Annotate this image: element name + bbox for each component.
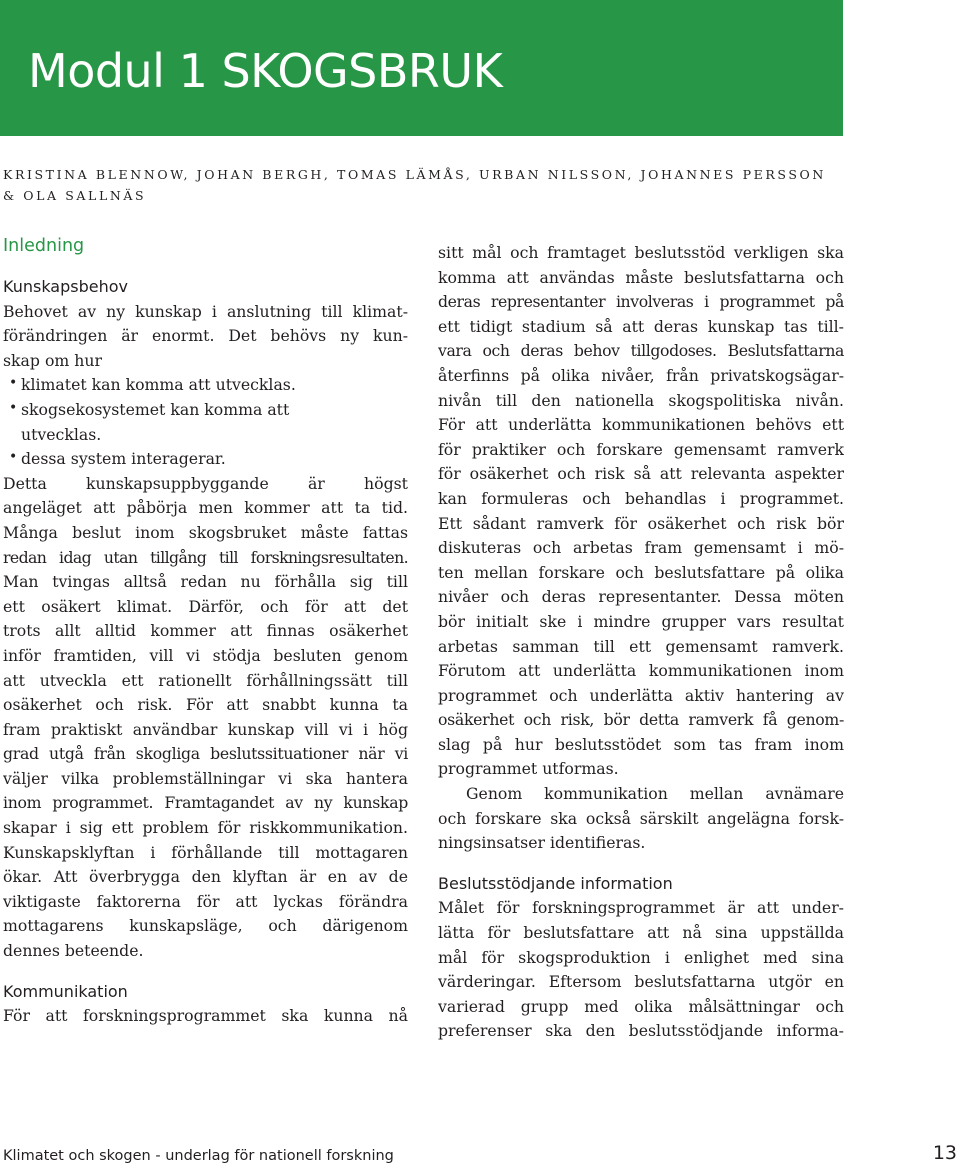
text-line: Kunskapsklyftan i förhållande till mottagaren [3,842,408,862]
paragraph-gap [438,856,844,872]
bullet-item: • skogsekosystemet kan komma att [3,398,408,423]
text-line: redan idag utan tillgång till forskningsresultaten. [3,547,408,567]
authors-line-1: KRISTINA BLENNOW, JOHAN BERGH, TOMAS LÄMÅS, URBAN NILSSON, JOHANNES PERSSON [3,167,826,182]
text-line: slag på hur beslutsstödet som tas fram inom [438,734,844,754]
text-line: förändringen är enormt. Det behövs ny kun- [3,326,408,346]
text-line: vara och deras behov tillgodoses. Beslutsfattarna [438,341,844,361]
text-line: diskuteras och arbetas fram gemensamt i mö- [438,538,844,558]
text-line: Behovet av ny kunskap i anslutning till klimat- [3,301,408,321]
text-line: dennes beteende. [3,941,144,961]
text-line: värderingar. Eftersom beslutsfattarna utgör en [438,972,844,992]
text-line: Förutom att underlätta kommunikationen inom [438,661,844,681]
text-line: programmet utformas. [438,759,619,779]
text-line: ett osäkert klimat. Därför, och för att det [3,596,408,616]
title-banner [0,0,843,136]
text-line: Genom kommunikation mellan avnämare [466,784,844,804]
text-line: ett tidigt stadium så att deras kunskap tas till- [438,316,844,336]
text-line: bör initialt ske i mindre grupper vars resultat [438,611,844,631]
text-line: angeläget att påbörja men kommer att ta tid. [3,498,408,518]
text-line: mottagarens kunskapsläge, och därigenom [3,916,408,936]
bullet-continuation: utvecklas. [21,424,102,444]
text-line: och forskare ska också särskilt angelägna forsk- [438,808,844,828]
bullet-item: • dessa system interagerar. [3,447,408,472]
subheading-kunskapsbehov: Kunskapsbehov [3,277,128,296]
footer-title: Klimatet och skogen - underlag för nationell forskning [3,1148,394,1164]
text-line: Många beslut inom skogsbruket måste fattas [3,522,408,542]
text-line: fram praktiskt användbar kunskap vill vi i hög [3,719,408,739]
text-line: osäkerhet och risk, bör detta ramverk få genom- [438,710,844,730]
text-line: att utveckla ett rationellt förhållningssätt till [3,670,408,690]
text-line: varierad grupp med olika målsättningar och [438,996,844,1016]
text-line: ningsinsatser identifieras. [438,833,646,853]
text-line: kan formuleras och behandlas i programmet. [438,488,844,508]
bullet-icon: • [9,375,18,392]
page-number: 13 [932,1142,957,1164]
text-line: Man tvingas alltså redan nu förhålla sig till [3,572,408,592]
subheading-beslutsstodjande: Beslutsstödjande information [438,873,673,893]
text-line: skap om hur [3,350,102,370]
text-line: lätta för beslutsfattare att nå sina uppställda [438,923,844,943]
text-line: nivån till den nationella skogspolitiska nivån. [438,390,844,410]
text-line: viktigaste faktorerna för att lyckas förändra [3,891,408,911]
text-line: mål för skogsproduktion i enlighet med sina [438,947,844,967]
text-line: återfinns på olika nivåer, från privatskogsägar- [438,365,844,385]
left-column [3,233,408,1029]
text-line: För att forskningsprogrammet ska kunna nå [3,1006,408,1026]
text-line: komma att användas måste beslutsfattarna och [438,267,844,287]
text-line: för praktiker och forskare gemensamt ramverk [438,439,844,459]
text-line: nivåer och deras representanter. Dessa möten [438,587,844,607]
text-line: preferenser ska den beslutsstödjande informa- [438,1021,844,1041]
text-line: deras representanter involveras i programmet på [438,292,844,312]
bullet-icon: • [9,399,18,416]
text-line: Ett sådant ramverk för osäkerhet och risk bör [438,513,844,533]
text-line: arbetas samman till ett gemensamt ramverk. [438,636,844,656]
text-line: trots allt alltid kommer att finnas osäkerhet [3,621,408,641]
text-line: sitt mål och framtaget beslutsstöd verkligen ska [438,243,844,262]
text-line: för osäkerhet och risk så att relevanta aspekter [438,464,844,484]
right-column [438,241,844,1044]
subheading-kommunikation: Kommunikation [3,981,128,1001]
text-line: inför framtiden, vill vi stödja besluten genom [3,645,408,665]
paragraph-gap [3,964,408,980]
text-line: grad utgå från skogliga beslutssituationer när vi [3,744,408,764]
text-line: väljer vilka problemställningar vi ska hantera [3,768,408,788]
authors-line-2: & OLA SALLNÄS [3,188,147,203]
text-line: skapar i sig ett problem för riskkommunikation. [3,818,408,838]
text-line: Detta kunskapsuppbyggande är högst [3,473,408,493]
text-line: Målet för forskningsprogrammet är att under- [438,898,844,918]
text-line: För att underlätta kommunikationen behövs ett [438,415,844,435]
text-line: ökar. Att överbrygga den klyftan är en av de [3,867,408,887]
bullet-item: • klimatet kan komma att utvecklas. [3,373,408,398]
text-line: programmet och underlätta aktiv hantering av [438,685,844,705]
page-title: Modul 1 SKOGSBRUK [28,44,503,98]
page-footer [3,1142,960,1164]
text-line: osäkerhet och risk. För att snabbt kunna ta [3,695,408,715]
text-line: inom programmet. Framtagandet av ny kunskap [3,793,408,813]
text-line: ten mellan forskare och beslutsfattare på olika [438,562,844,582]
bullet-icon: • [9,449,18,466]
author-list [3,164,853,206]
section-heading: Inledning [3,236,85,256]
